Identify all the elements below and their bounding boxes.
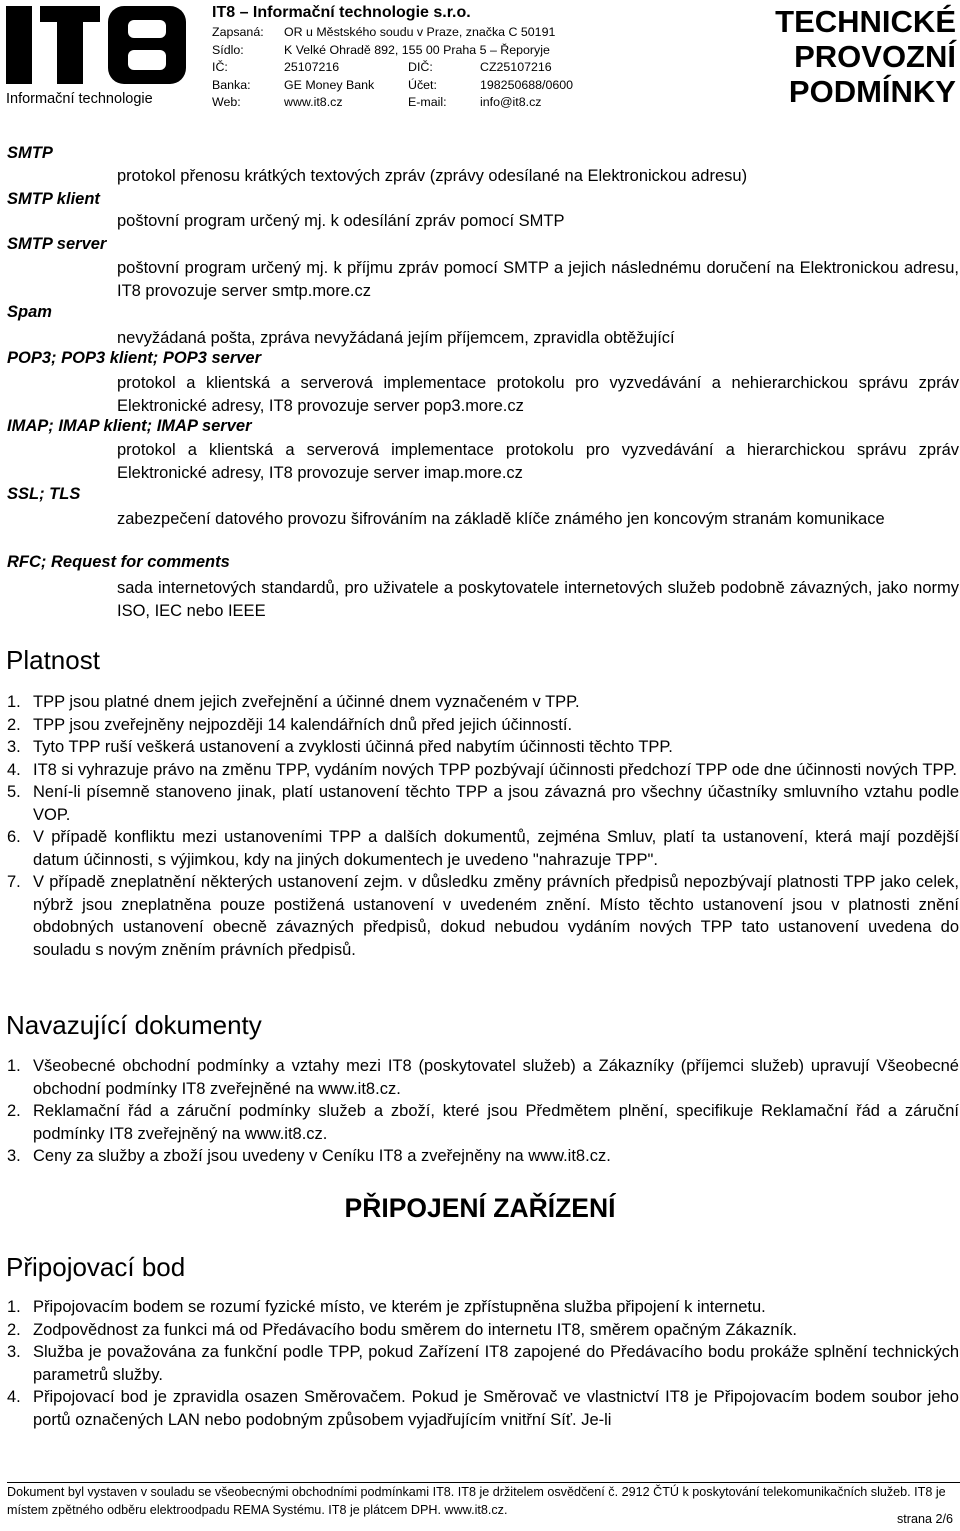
definition-term: POP3; POP3 klient; POP3 server — [7, 349, 262, 367]
list-item-text: Ceny za služby a zboží jsou uvedeny v Ceníku IT8 a zveřejněny na www.it8.cz. — [33, 1147, 611, 1165]
company-row-contact — [212, 94, 602, 112]
list-item-number: 5. — [7, 783, 21, 801]
company-row-ids — [212, 59, 602, 77]
definition-term: SSL; TLS — [7, 485, 81, 503]
list-item-text: TPP jsou zveřejněny nejpozději 14 kalendářních dnů před jejich účinností. — [33, 715, 573, 734]
document-title-line: PODMÍNKY — [788, 74, 956, 109]
list-item-text: Služba je považována za funkční podle TPP, pokud Zařízení IT8 zapojené do Předávacího bodu prokáže splnění technických parametrů služby. — [33, 1343, 959, 1384]
list-item-text: Není-li písemně stanoveno jinak, platí ustanovení těchto TPP a jsou závazná pro všechny účastníky smluvního vztahu podle VOP. — [33, 783, 959, 824]
definition-term: IMAP; IMAP klient; IMAP server — [7, 417, 252, 435]
logo-subtitle: Informační technologie — [6, 91, 153, 107]
list-item-number: 4. — [7, 1388, 21, 1406]
definition-term: SMTP — [7, 144, 53, 162]
list-item-number: 6. — [7, 828, 21, 846]
company-row-bank — [212, 77, 602, 95]
list-item — [0, 1145, 960, 1168]
section-heading-platnost: Platnost — [6, 645, 100, 675]
list-item-number: 1. — [7, 693, 21, 711]
company-label: E-mail: — [408, 95, 447, 110]
definition-term: RFC; Request for comments — [7, 553, 230, 571]
company-value: K Velké Ohradě 892, 155 00 Praha 5 – Řeporyje — [284, 42, 550, 57]
definition-term: SMTP server — [7, 235, 107, 253]
list-item-number: 3. — [7, 1343, 21, 1361]
company-label: DIČ: — [408, 60, 433, 75]
definition-text: poštovní program určený mj. k odesílání zpráv pomocí SMTP — [117, 212, 565, 230]
list-item — [0, 691, 960, 714]
company-value: CZ25107216 — [480, 60, 552, 75]
list-item-text: IT8 si vyhrazuje právo na změnu TPP, vydáním nových TPP pozbývají účinnosti předchozí TPP ode dne účinnosti nových TPP. — [33, 760, 957, 779]
navazujici-list — [0, 1055, 960, 1168]
list-item — [0, 1319, 960, 1342]
list-item — [0, 1055, 960, 1100]
list-item-text: Připojovací bod je zpravidla osazen Směrovačem. Pokud je Směrovač ve vlastnictví IT8 je Připojovacím bodem soubor jeho portů označených LAN nebo podobným způsobem vyjadřujícím vnitřní Síť. Je-li — [33, 1388, 959, 1429]
list-item-text: TPP jsou platné dnem jejich zveřejnění a účinné dnem vyznačeném v TPP. — [33, 693, 580, 711]
it8-logo — [4, 4, 190, 108]
list-item-number: 7. — [7, 873, 21, 891]
section-heading-navazujici: Navazující dokumenty — [6, 1010, 262, 1040]
list-item — [0, 871, 960, 961]
definition-text: protokol přenosu krátkých textových zpráv (zprávy odesílané na Elektronickou adresu) — [117, 167, 748, 185]
page-header — [0, 0, 960, 112]
company-label: Účet: — [408, 77, 437, 92]
company-value: 198250688/0600 — [480, 77, 574, 92]
footer-text: Dokument byl vystaven v souladu se všeobecnými obchodními podmínkami IT8. IT8 je držitelem osvědčení č. 2912 ČTÚ k poskytování telekomunikačních služeb. IT8 je místem zpětného odběru elektroodpadu REMA Systému. IT8 je plátcem DPH. www.it8.cz. — [7, 1485, 946, 1517]
list-item-text: Připojovacím bodem se rozumí fyzické místo, ve kterém je zpřístupněna služba připojení k internetu. — [33, 1298, 766, 1316]
list-item-number: 2. — [7, 715, 21, 734]
list-item — [0, 714, 960, 737]
definition-text: protokol a klientská a serverová implementace protokolu pro vyzvedávání a hierarchickou správu zpráv Elektronické adresy, IT8 provozuje server imap.more.cz — [117, 441, 959, 482]
list-item-text: V případě zneplatnění některých ustanovení zejm. v důsledku změny právních předpisů nepozbývají platnosti TPP jako celek, nýbrž jsou zneplatněna pouze postižená ustanovení v uvedeném znění. Místo těchto ustanovení jsou v platnosti znění obdobných ustanovení obecně závazných předpisů, dokud nebudou vydáním nových TPP tato ustanovení uvedena do souladu s novým zněním právních předpisů. — [33, 873, 959, 959]
document-title — [766, 4, 956, 109]
document-title-line: TECHNICKÉ — [775, 4, 956, 39]
list-item — [0, 1296, 960, 1319]
footer-divider — [7, 1482, 960, 1483]
document-title-line: PROVOZNÍ — [794, 39, 956, 74]
list-item — [0, 736, 960, 759]
list-item — [0, 759, 960, 782]
list-item — [0, 1341, 960, 1386]
list-item-text: Reklamační řád a záruční podmínky služeb a zboží, které jsou Předmětem plnění, specifikuje Reklamační řád a záruční podmínky IT8 zveřejněný na www.it8.cz. — [33, 1102, 959, 1143]
definition-term: SMTP klient — [7, 190, 100, 208]
definition-term: Spam — [7, 303, 52, 321]
definition-text: protokol a klientská a serverová implementace protokolu pro vyzvedávání a nehierarchickou správu zpráv Elektronické adresy, IT8 provozuje server pop3.more.cz — [117, 374, 959, 415]
list-item-number: 2. — [7, 1102, 21, 1120]
list-item-number: 1. — [7, 1057, 21, 1075]
logo-lettering: IT8 — [4, 4, 6, 5]
list-item-number: 1. — [7, 1298, 21, 1316]
company-label: Zapsaná: — [212, 25, 264, 39]
pripojovaci-bod-list — [0, 1296, 960, 1431]
company-value: OR u Městského soudu v Praze, značka C 50191 — [284, 25, 556, 39]
list-item-number: 3. — [7, 1147, 21, 1165]
list-item — [0, 826, 960, 871]
list-item — [0, 1386, 960, 1431]
list-item-text: Tyto TPP ruší veškerá ustanovení a zvyklosti účinná před nabytím účinnosti těchto TPP. — [33, 738, 673, 756]
company-label: IČ: — [212, 60, 228, 75]
company-row-address — [212, 42, 602, 60]
list-item-number: 2. — [7, 1320, 21, 1339]
company-website-link[interactable]: www.it8.cz — [284, 95, 343, 110]
list-item — [0, 1100, 960, 1145]
definition-text: zabezpečení datového provozu šifrováním na základě klíče známého jen koncovým stranám komunikace — [117, 510, 885, 528]
definition-text: sada internetových standardů, pro uživatele a poskytovatele internetových služeb podobně závazných, jako normy ISO, IEC nebo IEEE — [117, 579, 959, 620]
company-name: IT8 – Informační technologie s.r.o. — [212, 4, 471, 21]
company-value: 25107216 — [284, 60, 340, 75]
section-title-pripojeni: PŘIPOJENÍ ZAŘÍZENÍ — [344, 1193, 616, 1223]
list-item-text: Všeobecné obchodní podmínky a vztahy mezi IT8 (poskytovatel služeb) a Zákazníky (příjemci služeb) upravují Všeobecné obchodní podmínky IT8 zveřejněné na www.it8.cz. — [33, 1057, 959, 1098]
list-item-text: Zodpovědnost za funkci má od Předávacího bodu směrem do internetu IT8, směrem opačným Zákazník. — [33, 1320, 797, 1339]
list-item-text: V případě konfliktu mezi ustanoveními TPP a dalších dokumentů, zejména Smluv, platí ta ustanovení, která mají pozdější datum účinnosti, s výjimkou, kdy na jiných dokumentech je uvedeno "nahrazuje TPP". — [33, 828, 959, 869]
section-heading-pripojovaci-bod: Připojovací bod — [6, 1252, 186, 1282]
company-info — [212, 24, 602, 112]
company-label: Web: — [212, 95, 241, 110]
company-row-registration — [212, 24, 602, 42]
list-item-number: 4. — [7, 760, 21, 779]
list-item — [0, 781, 960, 826]
definition-text: nevyžádaná pošta, zpráva nevyžádaná jejím příjemcem, zpravidla obtěžující — [117, 329, 675, 347]
company-email-link[interactable]: info@it8.cz — [480, 95, 542, 110]
page-number: strana 2/6 — [896, 1512, 953, 1526]
company-label: Sídlo: — [212, 42, 244, 57]
company-value: GE Money Bank — [284, 77, 375, 92]
definition-text: poštovní program určený mj. k příjmu zpráv pomocí SMTP a jejich následnému doručení na Elektronickou adresu, IT8 provozuje server smtp.more.cz — [117, 259, 959, 300]
platnost-list — [0, 691, 960, 961]
company-label: Banka: — [212, 77, 251, 92]
svg-text:Informační technologie — [6, 91, 153, 107]
list-item-number: 3. — [7, 738, 21, 756]
svg-text:IT8 — [4, 4, 6, 5]
